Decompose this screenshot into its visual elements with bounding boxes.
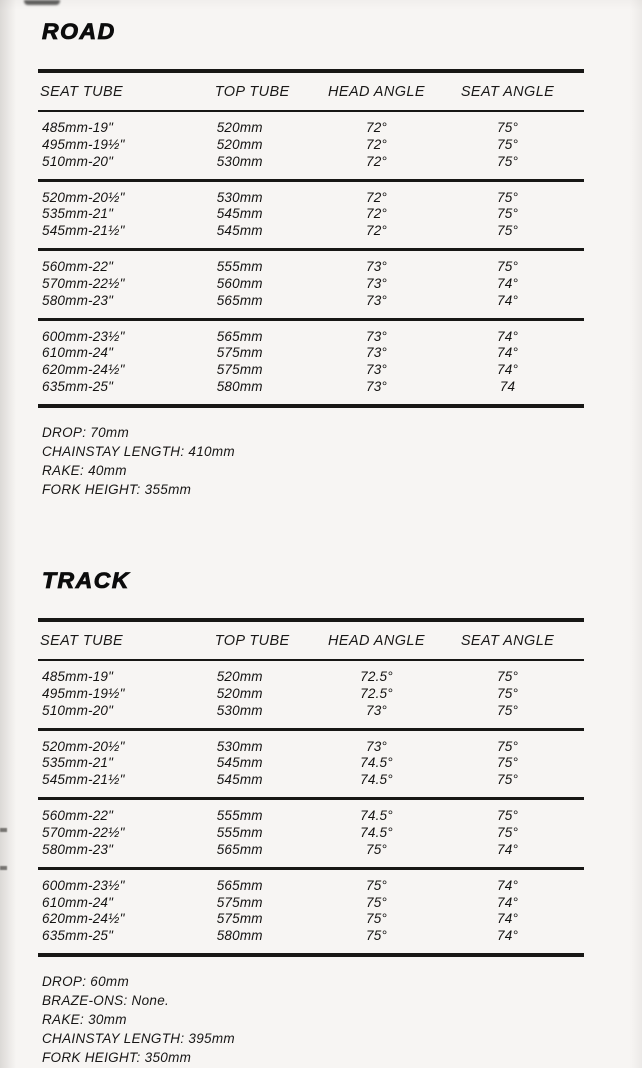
table-row bbox=[38, 361, 584, 378]
section-track bbox=[38, 569, 584, 1067]
column-header-top-tube: TOP TUBE bbox=[213, 620, 322, 660]
seat-tube-cell: 485mm-19" bbox=[42, 669, 114, 685]
seat-angle-cell: 75° bbox=[497, 259, 519, 275]
top-tube-cell: 520mm bbox=[216, 120, 263, 135]
seat-tube-cell: 495mm-19½" bbox=[42, 685, 125, 701]
seat-angle-cell: 75° bbox=[497, 808, 519, 824]
size-group bbox=[38, 729, 584, 799]
head-angle-cell: 74.5° bbox=[360, 772, 393, 788]
head-angle-cell: 73° bbox=[365, 379, 387, 395]
seat-tube-cell: 535mm-21" bbox=[42, 755, 114, 771]
top-tube-cell: 575mm bbox=[216, 345, 263, 361]
size-group bbox=[38, 111, 584, 180]
seat-tube-cell: 620mm-24½" bbox=[42, 362, 125, 378]
seat-tube-cell: 535mm-21" bbox=[42, 206, 114, 222]
seat-angle-cell: 75° bbox=[497, 120, 519, 135]
top-tube-cell: 565mm bbox=[216, 841, 263, 857]
seat-angle-cell: 75° bbox=[497, 669, 519, 685]
spec-notes-road bbox=[42, 423, 584, 499]
size-group bbox=[38, 250, 584, 320]
section-title-road: ROAD bbox=[42, 19, 116, 44]
table-row bbox=[38, 180, 584, 205]
top-tube-cell: 575mm bbox=[216, 894, 263, 910]
head-angle-cell: 72.5° bbox=[360, 669, 393, 685]
top-tube-cell: 530mm bbox=[216, 702, 263, 718]
top-tube-cell: 545mm bbox=[216, 206, 263, 222]
head-angle-cell: 74.5° bbox=[360, 755, 393, 771]
table-row bbox=[38, 771, 584, 798]
head-angle-cell: 72° bbox=[365, 153, 387, 169]
top-tube-cell: 555mm bbox=[216, 808, 263, 824]
table-row bbox=[38, 345, 584, 362]
seat-tube-cell: 560mm-22" bbox=[42, 259, 114, 275]
head-angle-cell: 72° bbox=[365, 120, 387, 135]
size-group bbox=[38, 180, 584, 250]
seat-tube-cell: 485mm-19" bbox=[42, 120, 114, 135]
table-row bbox=[38, 660, 584, 685]
top-tube-cell: 545mm bbox=[216, 755, 263, 771]
head-angle-cell: 75° bbox=[365, 877, 387, 893]
seat-tube-cell: 580mm-23" bbox=[42, 841, 114, 857]
table-row bbox=[38, 754, 584, 771]
seat-angle-cell: 75° bbox=[497, 702, 519, 718]
table-row bbox=[38, 275, 584, 292]
seat-tube-cell: 495mm-19½" bbox=[42, 136, 125, 152]
section-title-track: TRACK bbox=[42, 568, 130, 593]
seat-angle-cell: 74° bbox=[497, 275, 519, 291]
seat-tube-cell: 545mm-21½" bbox=[42, 223, 125, 239]
seat-angle-cell: 74° bbox=[497, 911, 519, 927]
table-row bbox=[38, 250, 584, 275]
seat-tube-cell: 635mm-25" bbox=[42, 379, 114, 395]
head-angle-cell: 72° bbox=[365, 206, 387, 222]
header-row bbox=[38, 620, 584, 660]
spec-notes-track bbox=[42, 972, 584, 1067]
seat-angle-cell: 75° bbox=[497, 824, 519, 840]
column-header-seat-tube: SEAT TUBE bbox=[38, 71, 213, 111]
table-row bbox=[38, 910, 584, 927]
seat-angle-cell: 74° bbox=[497, 877, 519, 893]
seat-angle-cell: 74° bbox=[497, 841, 519, 857]
seat-tube-cell: 610mm-24" bbox=[42, 345, 114, 361]
seat-angle-cell: 74° bbox=[497, 894, 519, 910]
seat-tube-cell: 520mm-20½" bbox=[42, 189, 125, 205]
seat-angle-cell: 75° bbox=[497, 772, 519, 788]
head-angle-cell: 73° bbox=[365, 362, 387, 378]
spec-note: CHAINSTAY LENGTH: 395mm bbox=[42, 1031, 235, 1047]
seat-angle-cell: 75° bbox=[497, 136, 519, 152]
seat-angle-cell: 74° bbox=[497, 345, 519, 361]
top-tube-cell: 565mm bbox=[216, 328, 263, 344]
top-tube-cell: 575mm bbox=[216, 911, 263, 927]
column-header-head-angle: HEAD ANGLE bbox=[322, 620, 431, 660]
top-tube-cell: 560mm bbox=[216, 275, 263, 291]
seat-angle-cell: 75° bbox=[497, 685, 519, 701]
seat-tube-cell: 610mm-24" bbox=[42, 894, 114, 910]
seat-tube-cell: 510mm-20" bbox=[42, 153, 114, 169]
seat-angle-cell: 75° bbox=[497, 206, 519, 222]
scan-artifact bbox=[0, 828, 7, 832]
table-row bbox=[38, 111, 584, 136]
top-tube-cell: 545mm bbox=[216, 223, 263, 239]
top-tube-cell: 565mm bbox=[216, 877, 263, 893]
head-angle-cell: 75° bbox=[365, 928, 387, 944]
seat-angle-cell: 75° bbox=[497, 223, 519, 239]
head-angle-cell: 75° bbox=[365, 911, 387, 927]
head-angle-cell: 73° bbox=[365, 345, 387, 361]
table-row bbox=[38, 729, 584, 754]
table-row bbox=[38, 378, 584, 406]
seat-tube-cell: 560mm-22" bbox=[42, 808, 114, 824]
column-header-top-tube: TOP TUBE bbox=[213, 71, 322, 111]
geometry-table-road bbox=[38, 69, 584, 408]
size-group bbox=[38, 660, 584, 729]
seat-tube-cell: 570mm-22½" bbox=[42, 824, 125, 840]
spec-note: FORK HEIGHT: 355mm bbox=[42, 482, 192, 498]
table-row bbox=[38, 222, 584, 249]
seat-tube-cell: 600mm-23½" bbox=[42, 877, 125, 893]
seat-angle-cell: 74° bbox=[497, 362, 519, 378]
scan-artifact bbox=[24, 0, 60, 5]
head-angle-cell: 73° bbox=[365, 702, 387, 718]
head-angle-cell: 75° bbox=[365, 894, 387, 910]
table-row bbox=[38, 685, 584, 702]
top-tube-cell: 530mm bbox=[216, 189, 263, 205]
top-tube-cell: 545mm bbox=[216, 772, 263, 788]
top-tube-cell: 520mm bbox=[216, 136, 263, 152]
spec-note: BRAZE-ONS: None. bbox=[42, 993, 170, 1009]
table-row bbox=[38, 702, 584, 729]
head-angle-cell: 72° bbox=[365, 189, 387, 205]
top-tube-cell: 565mm bbox=[216, 292, 263, 308]
seat-tube-cell: 620mm-24½" bbox=[42, 911, 125, 927]
head-angle-cell: 73° bbox=[365, 275, 387, 291]
header-row bbox=[38, 71, 584, 111]
top-tube-cell: 580mm bbox=[216, 379, 263, 395]
column-header-seat-angle: SEAT ANGLE bbox=[431, 71, 584, 111]
top-tube-cell: 555mm bbox=[216, 259, 263, 275]
top-tube-cell: 530mm bbox=[216, 738, 263, 754]
spec-note: RAKE: 40mm bbox=[42, 463, 127, 479]
head-angle-cell: 72.5° bbox=[360, 685, 393, 701]
head-angle-cell: 75° bbox=[365, 841, 387, 857]
table-row bbox=[38, 205, 584, 222]
seat-tube-cell: 570mm-22½" bbox=[42, 275, 125, 291]
head-angle-cell: 73° bbox=[365, 738, 387, 754]
table-row bbox=[38, 799, 584, 824]
head-angle-cell: 73° bbox=[365, 328, 387, 344]
seat-angle-cell: 75° bbox=[497, 755, 519, 771]
spec-note: DROP: 60mm bbox=[42, 974, 130, 990]
top-tube-cell: 580mm bbox=[216, 928, 263, 944]
head-angle-cell: 72° bbox=[365, 136, 387, 152]
seat-tube-cell: 545mm-21½" bbox=[42, 772, 125, 788]
table-row bbox=[38, 927, 584, 955]
seat-tube-cell: 510mm-20" bbox=[42, 702, 114, 718]
seat-angle-cell: 75° bbox=[497, 189, 519, 205]
table-row bbox=[38, 868, 584, 893]
spec-note: RAKE: 30mm bbox=[42, 1012, 127, 1028]
head-angle-cell: 73° bbox=[365, 259, 387, 275]
head-angle-cell: 73° bbox=[365, 292, 387, 308]
size-group bbox=[38, 799, 584, 869]
head-angle-cell: 74.5° bbox=[360, 824, 393, 840]
spec-note: CHAINSTAY LENGTH: 410mm bbox=[42, 444, 235, 460]
spec-note: FORK HEIGHT: 350mm bbox=[42, 1050, 192, 1066]
column-header-head-angle: HEAD ANGLE bbox=[322, 71, 431, 111]
spec-note: DROP: 70mm bbox=[42, 425, 130, 441]
seat-tube-cell: 580mm-23" bbox=[42, 292, 114, 308]
table-row bbox=[38, 841, 584, 868]
seat-angle-cell: 75° bbox=[497, 153, 519, 169]
top-tube-cell: 530mm bbox=[216, 153, 263, 169]
table-row bbox=[38, 292, 584, 319]
table-row bbox=[38, 319, 584, 344]
head-angle-cell: 72° bbox=[365, 223, 387, 239]
column-header-seat-tube: SEAT TUBE bbox=[38, 620, 213, 660]
seat-angle-cell: 74 bbox=[499, 379, 516, 395]
scan-artifact bbox=[0, 866, 7, 870]
geometry-table-track bbox=[38, 618, 584, 957]
seat-angle-cell: 74° bbox=[497, 292, 519, 308]
seat-tube-cell: 635mm-25" bbox=[42, 928, 114, 944]
size-group bbox=[38, 319, 584, 406]
seat-angle-cell: 75° bbox=[497, 738, 519, 754]
seat-angle-cell: 74° bbox=[497, 928, 519, 944]
seat-angle-cell: 74° bbox=[497, 328, 519, 344]
section-road bbox=[38, 0, 584, 499]
table-row bbox=[38, 894, 584, 911]
table-row bbox=[38, 136, 584, 153]
top-tube-cell: 520mm bbox=[216, 685, 263, 701]
column-header-seat-angle: SEAT ANGLE bbox=[431, 620, 584, 660]
head-angle-cell: 74.5° bbox=[360, 808, 393, 824]
top-tube-cell: 520mm bbox=[216, 669, 263, 685]
top-tube-cell: 575mm bbox=[216, 362, 263, 378]
top-tube-cell: 555mm bbox=[216, 824, 263, 840]
table-row bbox=[38, 153, 584, 180]
seat-tube-cell: 520mm-20½" bbox=[42, 738, 125, 754]
size-group bbox=[38, 868, 584, 955]
seat-tube-cell: 600mm-23½" bbox=[42, 328, 125, 344]
table-row bbox=[38, 824, 584, 841]
